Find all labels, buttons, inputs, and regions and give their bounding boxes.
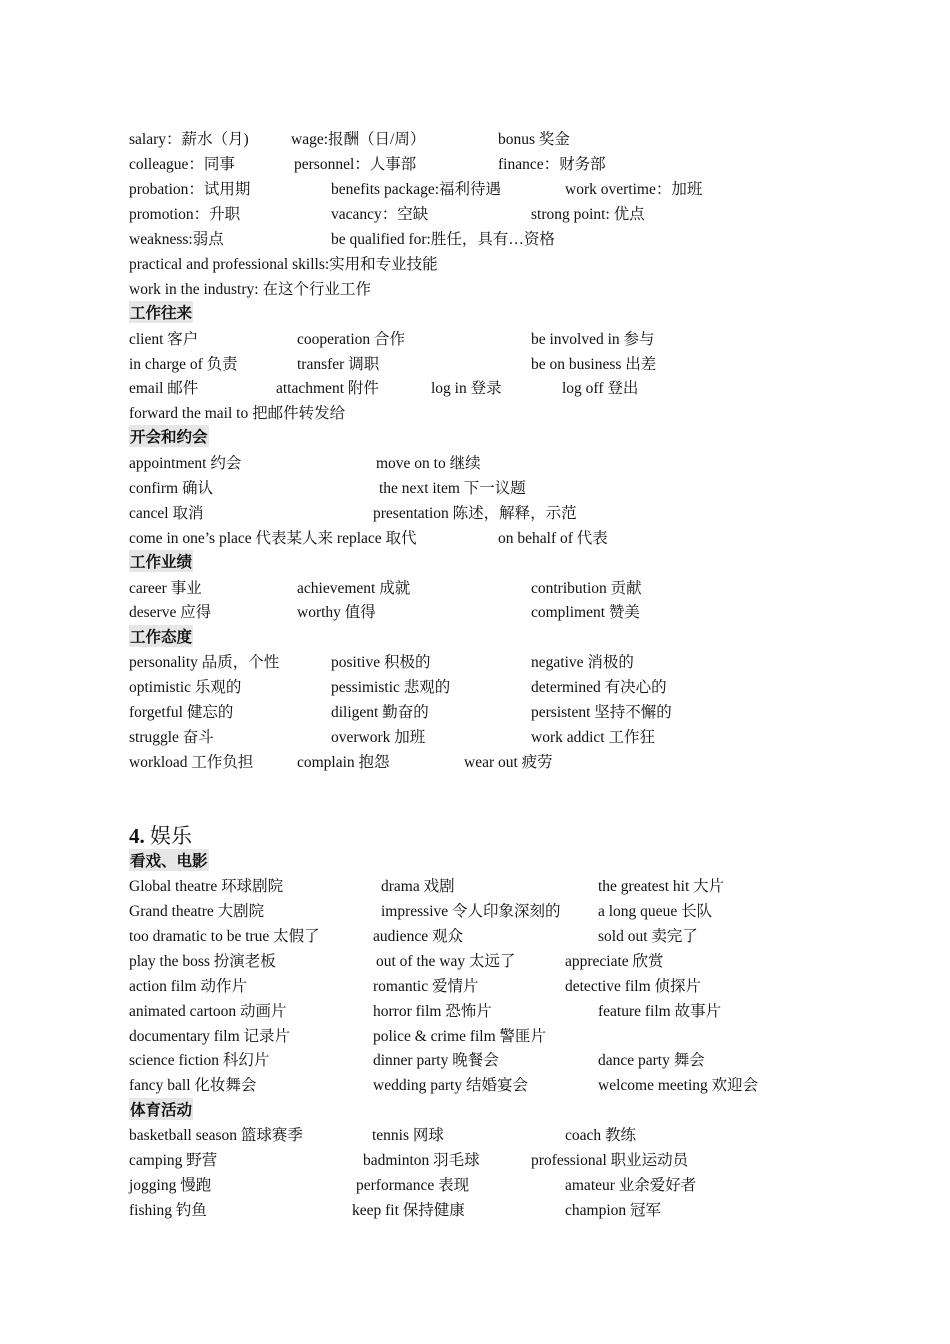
vocab-line	[0, 227, 950, 252]
vocab-line	[0, 999, 950, 1024]
vocab-term: log off 登出	[562, 380, 639, 397]
vocab-term: be involved in 参与	[531, 331, 655, 348]
vocab-term: negative 消极的	[531, 654, 634, 671]
vocab-term: finance：财务部	[498, 156, 606, 173]
vocab-term: career 事业	[129, 580, 202, 597]
vocab-term: appointment 约会	[129, 455, 242, 472]
vocab-term: workload 工作负担	[129, 754, 254, 771]
vocab-term: tennis 网球	[372, 1127, 444, 1144]
vocab-term: work in the industry: 在这个行业工作	[129, 281, 371, 298]
vocab-term: diligent 勤奋的	[331, 704, 429, 721]
vocab-line	[0, 675, 950, 700]
vocab-term: out of the way 太远了	[376, 953, 516, 970]
vocab-term: benefits package:福利待遇	[331, 181, 502, 198]
vocab-term: log in 登录	[431, 380, 502, 397]
vocab-term: struggle 奋斗	[129, 729, 214, 746]
vocab-term: positive 积极的	[331, 654, 431, 671]
section-number: 4.	[129, 824, 145, 848]
vocab-term: forgetful 健忘的	[129, 704, 234, 721]
vocab-term: action film 动作片	[129, 978, 247, 995]
subsection-heading: 工作业绩	[129, 550, 193, 572]
vocab-term: the next item 下一议题	[379, 480, 526, 497]
vocab-term: performance 表现	[356, 1177, 470, 1194]
vocab-line	[0, 750, 950, 775]
vocab-line	[0, 974, 950, 999]
vocab-line	[0, 1173, 950, 1198]
vocab-term: wedding party 结婚宴会	[373, 1077, 528, 1094]
vocab-line	[0, 152, 950, 177]
vocab-line	[0, 376, 950, 401]
vocab-line	[0, 650, 950, 675]
vocab-term: pessimistic 悲观的	[331, 679, 451, 696]
vocab-term: impressive 令人印象深刻的	[381, 903, 561, 920]
vocab-line	[0, 874, 950, 899]
vocab-term: come in one’s place 代表某人来 replace 取代	[129, 530, 417, 547]
vocab-term: fancy ball 化妆舞会	[129, 1077, 257, 1094]
vocab-line	[0, 127, 950, 152]
vocab-term: romantic 爱情片	[373, 978, 479, 995]
vocab-line	[0, 1148, 950, 1173]
vocab-line	[0, 1024, 950, 1049]
vocab-term: vacancy：空缺	[331, 206, 429, 223]
vocab-term: transfer 调职	[297, 356, 380, 373]
vocab-term: police & crime film 警匪片	[373, 1028, 547, 1045]
vocab-term: personality 品质，个性	[129, 654, 280, 671]
vocab-term: on behalf of 代表	[498, 530, 608, 547]
vocab-term: amateur 业余爱好者	[565, 1177, 697, 1194]
vocab-term: dinner party 晚餐会	[373, 1052, 499, 1069]
subsection-heading: 看戏、电影	[129, 849, 209, 871]
vocab-term: cancel 取消	[129, 505, 204, 522]
vocab-line	[0, 576, 950, 601]
vocab-term: be qualified for:胜任，具有…资格	[331, 231, 555, 248]
vocab-line	[0, 252, 950, 277]
vocab-line	[0, 476, 950, 501]
vocab-term: camping 野营	[129, 1152, 218, 1169]
subsection-heading: 开会和约会	[129, 425, 209, 447]
vocab-term: Grand theatre 大剧院	[129, 903, 265, 920]
vocab-line	[0, 401, 950, 426]
vocab-line	[0, 327, 950, 352]
vocab-term: contribution 贡献	[531, 580, 642, 597]
vocab-term: drama 戏剧	[381, 878, 455, 895]
vocab-term: compliment 赞美	[531, 604, 640, 621]
vocab-term: confirm 确认	[129, 480, 213, 497]
vocab-term: move on to 继续	[376, 455, 481, 472]
vocab-term: dance party 舞会	[598, 1052, 705, 1069]
vocab-term: promotion：升职	[129, 206, 241, 223]
vocab-term: worthy 值得	[297, 604, 376, 621]
vocab-term: play the boss 扮演老板	[129, 953, 276, 970]
subsection-heading: 工作态度	[129, 625, 193, 647]
vocab-term: work overtime：加班	[565, 181, 703, 198]
vocab-term: attachment 附件	[276, 380, 379, 397]
vocab-line	[0, 202, 950, 227]
vocab-term: jogging 慢跑	[129, 1177, 212, 1194]
vocab-term: sold out 卖完了	[598, 928, 698, 945]
vocab-term: determined 有决心的	[531, 679, 667, 696]
vocab-term: audience 观众	[373, 928, 463, 945]
vocab-term: detective film 侦探片	[565, 978, 702, 995]
vocab-term: optimistic 乐观的	[129, 679, 242, 696]
subsection-heading: 体育活动	[129, 1098, 193, 1120]
section-name: 娱乐	[150, 824, 192, 848]
vocab-term: overwork 加班	[331, 729, 426, 746]
vocab-line	[0, 451, 950, 476]
vocab-term: feature film 故事片	[598, 1003, 722, 1020]
subsection-heading: 工作往来	[129, 301, 193, 323]
vocab-line	[0, 924, 950, 949]
vocab-term: wear out 疲劳	[464, 754, 553, 771]
vocab-line	[0, 1073, 950, 1098]
vocab-line	[0, 1198, 950, 1223]
vocab-term: horror film 恐怖片	[373, 1003, 492, 1020]
vocab-term: professional 职业运动员	[531, 1152, 689, 1169]
vocab-line	[0, 899, 950, 924]
vocab-term: wage:报酬（日/周）	[291, 131, 426, 148]
vocab-term: cooperation 合作	[297, 331, 406, 348]
vocab-line	[0, 352, 950, 377]
vocab-line	[0, 277, 950, 302]
vocab-term: colleague：同事	[129, 156, 235, 173]
vocab-line	[0, 501, 950, 526]
vocab-term: a long queue 长队	[598, 903, 713, 920]
vocab-term: strong point: 优点	[531, 206, 645, 223]
vocab-line	[0, 600, 950, 625]
vocab-line	[0, 177, 950, 202]
vocab-line	[0, 1123, 950, 1148]
vocab-term: animated cartoon 动画片	[129, 1003, 287, 1020]
vocab-term: basketball season 篮球赛季	[129, 1127, 303, 1144]
vocab-term: deserve 应得	[129, 604, 212, 621]
vocab-term: forward the mail to 把邮件转发给	[129, 405, 346, 422]
vocab-term: personnel：人事部	[294, 156, 417, 173]
vocab-term: work addict 工作狂	[531, 729, 655, 746]
vocab-term: champion 冠军	[565, 1202, 661, 1219]
vocab-line	[0, 725, 950, 750]
vocab-term: keep fit 保持健康	[352, 1202, 465, 1219]
vocab-term: salary：薪水（月)	[129, 131, 249, 148]
section-title	[129, 820, 192, 850]
vocab-term: badminton 羽毛球	[363, 1152, 480, 1169]
vocab-term: complain 抱怨	[297, 754, 390, 771]
vocab-term: persistent 坚持不懈的	[531, 704, 672, 721]
vocab-term: presentation 陈述，解释，示范	[373, 505, 577, 522]
vocab-term: too dramatic to be true 太假了	[129, 928, 320, 945]
vocab-term: science fiction 科幻片	[129, 1052, 270, 1069]
vocab-term: be on business 出差	[531, 356, 657, 373]
vocab-line	[0, 526, 950, 551]
vocab-term: welcome meeting 欢迎会	[598, 1077, 759, 1094]
vocab-term: coach 教练	[565, 1127, 637, 1144]
vocab-term: email 邮件	[129, 380, 199, 397]
vocab-line	[0, 949, 950, 974]
vocab-term: in charge of 负责	[129, 356, 238, 373]
vocab-term: the greatest hit 大片	[598, 878, 725, 895]
vocab-term: bonus 奖金	[498, 131, 570, 148]
vocab-line	[0, 1048, 950, 1073]
vocab-term: appreciate 欣赏	[565, 953, 664, 970]
vocab-term: documentary film 记录片	[129, 1028, 290, 1045]
vocab-term: probation：试用期	[129, 181, 251, 198]
vocab-term: fishing 钓鱼	[129, 1202, 207, 1219]
vocab-term: client 客户	[129, 331, 199, 348]
vocab-term: achievement 成就	[297, 580, 411, 597]
vocab-line	[0, 700, 950, 725]
vocab-term: weakness:弱点	[129, 231, 224, 248]
vocab-term: Global theatre 环球剧院	[129, 878, 284, 895]
vocab-term: practical and professional skills:实用和专业技能	[129, 256, 438, 273]
